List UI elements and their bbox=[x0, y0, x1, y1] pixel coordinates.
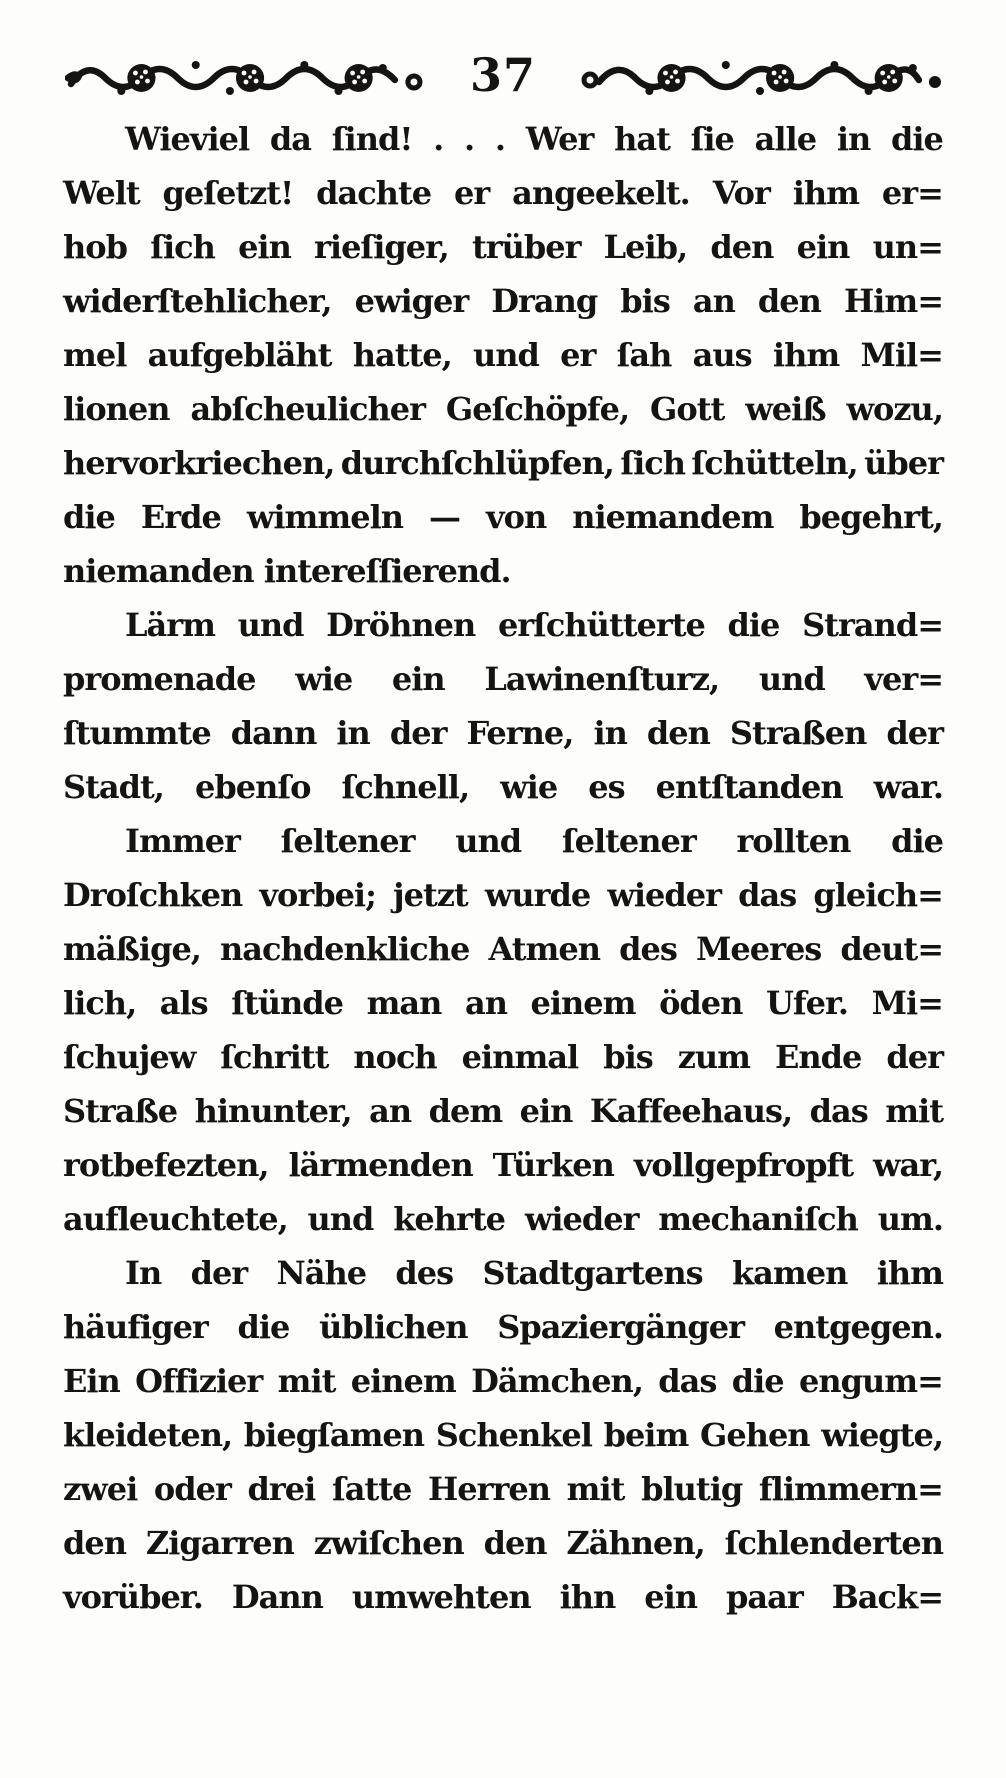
word: den bbox=[63, 1524, 126, 1562]
word: Him= bbox=[843, 282, 943, 320]
word: bis bbox=[620, 282, 670, 320]
text-line bbox=[63, 1462, 943, 1516]
word: Atmen bbox=[488, 930, 600, 968]
word: Dann bbox=[231, 1578, 323, 1616]
word: . bbox=[464, 120, 475, 158]
word: Spaziergänger bbox=[497, 1308, 744, 1346]
word: zwei bbox=[63, 1470, 138, 1508]
word: Immer bbox=[125, 822, 240, 860]
word: jetzt bbox=[393, 876, 468, 914]
word: ſchnell, bbox=[341, 768, 470, 806]
word: gleich= bbox=[813, 876, 943, 914]
text-line bbox=[63, 1192, 943, 1246]
word: vorüber. bbox=[63, 1578, 203, 1616]
word: in bbox=[836, 120, 871, 158]
word: Gott bbox=[650, 390, 725, 428]
word: Erde bbox=[140, 498, 221, 536]
word: lionen bbox=[63, 390, 170, 428]
word: Gehen bbox=[699, 1416, 810, 1454]
word: Leib, bbox=[603, 228, 688, 266]
word: wozu, bbox=[846, 390, 943, 428]
word: üblichen bbox=[319, 1308, 468, 1346]
word: widerſtehlicher, bbox=[63, 282, 332, 320]
text-line bbox=[63, 922, 943, 976]
word: hervorkriechen, bbox=[63, 444, 335, 482]
word: geſetzt! bbox=[162, 174, 294, 212]
word: alle bbox=[754, 120, 817, 158]
word: Back= bbox=[831, 1578, 943, 1616]
word: mäßige, bbox=[63, 930, 201, 968]
text-line bbox=[63, 328, 943, 382]
word: nachdenkliche bbox=[220, 930, 470, 968]
word: angeekelt. bbox=[512, 174, 690, 212]
word: Wieviel bbox=[125, 120, 250, 158]
word: und bbox=[237, 606, 304, 644]
word: einem bbox=[530, 984, 636, 1022]
word: des bbox=[395, 1254, 454, 1292]
word: über bbox=[864, 444, 943, 482]
word: Drang bbox=[491, 282, 598, 320]
word: hat bbox=[614, 120, 670, 158]
word: ſie bbox=[690, 120, 734, 158]
word: drei bbox=[247, 1470, 316, 1508]
word: ſtünde bbox=[231, 984, 344, 1022]
word: wurde bbox=[484, 876, 591, 914]
word: man bbox=[366, 984, 442, 1022]
word: vollgepfropft bbox=[633, 1146, 854, 1184]
word: mit bbox=[277, 1362, 336, 1400]
word: Mil= bbox=[860, 336, 943, 374]
word: Zähnen, bbox=[566, 1524, 705, 1562]
word: Wer bbox=[525, 120, 594, 158]
text-line bbox=[63, 868, 943, 922]
word: deut= bbox=[840, 930, 943, 968]
word: ver= bbox=[864, 660, 943, 698]
paragraph bbox=[63, 1246, 943, 1624]
word: es bbox=[588, 768, 625, 806]
text-line bbox=[63, 976, 943, 1030]
word: ſchütteln, bbox=[691, 444, 858, 482]
word: die bbox=[891, 822, 943, 860]
word: den bbox=[710, 228, 774, 266]
word: niemandem bbox=[572, 498, 774, 536]
word: begehrt, bbox=[799, 498, 943, 536]
word: Droſchken bbox=[63, 876, 243, 914]
text-line bbox=[63, 706, 943, 760]
word: Ende bbox=[775, 1038, 862, 1076]
word: ſatte bbox=[331, 1470, 412, 1508]
word: ſind! bbox=[331, 120, 413, 158]
word: Dämchen, bbox=[471, 1362, 643, 1400]
word: vorbei; bbox=[259, 876, 376, 914]
text-line bbox=[63, 382, 943, 436]
word: Strand= bbox=[802, 606, 943, 644]
word: kleideten, bbox=[63, 1416, 233, 1454]
word: ihm bbox=[772, 336, 840, 374]
word: und bbox=[758, 660, 825, 698]
word: die bbox=[237, 1308, 290, 1346]
word: wie bbox=[295, 660, 353, 698]
text-line bbox=[63, 598, 943, 652]
word: ein bbox=[519, 1092, 573, 1130]
word: engum= bbox=[799, 1362, 943, 1400]
word: zum bbox=[677, 1038, 751, 1076]
word: Zigarren bbox=[145, 1524, 294, 1562]
word: lich, bbox=[63, 984, 137, 1022]
word: promenade bbox=[63, 660, 256, 698]
word: hatte, bbox=[352, 336, 452, 374]
text-line bbox=[63, 436, 943, 490]
word: ſah bbox=[616, 336, 672, 374]
word: ein bbox=[644, 1578, 698, 1616]
word: er= bbox=[881, 174, 943, 212]
word: den bbox=[757, 282, 821, 320]
word: ſeltener bbox=[280, 822, 415, 860]
word: die bbox=[63, 498, 115, 536]
word: den bbox=[646, 714, 710, 752]
word: ein bbox=[391, 660, 445, 698]
word: Ufer. bbox=[765, 984, 849, 1022]
word: oder bbox=[153, 1470, 231, 1508]
word: aufleuchtete, bbox=[63, 1200, 288, 1238]
text-line bbox=[63, 490, 943, 544]
text-line bbox=[63, 760, 943, 814]
paragraph bbox=[63, 598, 943, 814]
word: Stadtgartens bbox=[482, 1254, 703, 1292]
text-line bbox=[63, 1084, 943, 1138]
word: war. bbox=[873, 768, 943, 806]
text-line bbox=[63, 1030, 943, 1084]
word: an bbox=[692, 282, 735, 320]
word: um. bbox=[877, 1200, 943, 1238]
word: das bbox=[738, 876, 797, 914]
word: in bbox=[336, 714, 370, 752]
text-line: niemanden intereſſierend. bbox=[63, 552, 511, 590]
word: rieſiger, bbox=[314, 228, 449, 266]
floral-ornament-right-icon bbox=[581, 56, 943, 100]
word: Mi= bbox=[871, 984, 943, 1022]
word: mit bbox=[566, 1470, 625, 1508]
word: biegſamen bbox=[243, 1416, 425, 1454]
page-body bbox=[63, 112, 943, 1624]
word: Meeres bbox=[695, 930, 822, 968]
text-line bbox=[63, 1300, 943, 1354]
word: von bbox=[486, 498, 547, 536]
word: ihm bbox=[792, 174, 859, 212]
word: blutig bbox=[641, 1470, 743, 1508]
word: un= bbox=[872, 228, 943, 266]
word: rollten bbox=[736, 822, 851, 860]
word: in bbox=[593, 714, 627, 752]
word: Straßen bbox=[729, 714, 867, 752]
word: Nähe bbox=[276, 1254, 367, 1292]
word: Türken bbox=[492, 1146, 614, 1184]
word: umwehten bbox=[351, 1578, 531, 1616]
word: dachte bbox=[316, 174, 432, 212]
word: Dröhnen bbox=[326, 606, 476, 644]
text-line bbox=[63, 1408, 943, 1462]
word: die bbox=[727, 606, 780, 644]
word: mit bbox=[885, 1092, 943, 1130]
word: bis bbox=[603, 1038, 653, 1076]
word: aus bbox=[692, 336, 752, 374]
word: ihn bbox=[559, 1578, 616, 1616]
word: Geſchöpfe, bbox=[445, 390, 630, 428]
word: da bbox=[269, 120, 312, 158]
word: den bbox=[483, 1524, 547, 1562]
word: das bbox=[658, 1362, 717, 1400]
word: an bbox=[464, 984, 507, 1022]
word: Ein bbox=[63, 1362, 120, 1400]
word: ein bbox=[796, 228, 850, 266]
word: weiß bbox=[745, 390, 826, 428]
word: paar bbox=[726, 1578, 803, 1616]
word: zwiſchen bbox=[313, 1524, 464, 1562]
text-line bbox=[63, 652, 943, 706]
word: ſchujew bbox=[63, 1038, 196, 1076]
text-line bbox=[63, 220, 943, 274]
text-line bbox=[63, 166, 943, 220]
word: entſtanden bbox=[655, 768, 843, 806]
word: dem bbox=[428, 1092, 503, 1130]
word: öden bbox=[659, 984, 743, 1022]
text-line bbox=[63, 1354, 943, 1408]
word: der bbox=[389, 714, 447, 752]
word: er bbox=[560, 336, 596, 374]
word: lärmenden bbox=[288, 1146, 473, 1184]
paragraph bbox=[63, 112, 943, 598]
word: . bbox=[494, 120, 506, 158]
word: Kaffeehaus, bbox=[589, 1092, 793, 1130]
word: aufgebläht bbox=[147, 336, 332, 374]
word: an bbox=[369, 1092, 412, 1130]
word: abſcheulicher bbox=[190, 390, 425, 428]
word: beim bbox=[603, 1416, 689, 1454]
text-line bbox=[63, 274, 943, 328]
text-line bbox=[63, 1516, 943, 1570]
text-line bbox=[63, 1570, 943, 1624]
word: Lärm bbox=[125, 606, 215, 644]
word: mechaniſch bbox=[658, 1200, 858, 1238]
word: In bbox=[125, 1254, 162, 1292]
word: trüber bbox=[471, 228, 581, 266]
word: der bbox=[190, 1254, 248, 1292]
word: Welt bbox=[63, 174, 140, 212]
word: ſich bbox=[620, 444, 685, 482]
word: ewiger bbox=[354, 282, 469, 320]
word: — bbox=[429, 498, 461, 536]
word: Schenkel bbox=[435, 1416, 592, 1454]
word: Stadt, bbox=[63, 768, 164, 806]
word: . bbox=[433, 120, 444, 158]
word: erſchütterte bbox=[497, 606, 705, 644]
word: wieder bbox=[524, 1200, 639, 1238]
word: und bbox=[473, 336, 539, 374]
word: rotbefezten, bbox=[63, 1146, 269, 1184]
word: die bbox=[890, 120, 943, 158]
word: er bbox=[453, 174, 490, 212]
word: einem bbox=[350, 1362, 456, 1400]
paragraph bbox=[63, 814, 943, 1246]
word: Herren bbox=[428, 1470, 550, 1508]
word: als bbox=[159, 984, 208, 1022]
word: ebenſo bbox=[194, 768, 311, 806]
word: dann bbox=[230, 714, 317, 752]
word: wieder bbox=[607, 876, 721, 914]
word: des bbox=[619, 930, 677, 968]
word: war, bbox=[873, 1146, 943, 1184]
word: und bbox=[455, 822, 522, 860]
word: die bbox=[731, 1362, 784, 1400]
text-line bbox=[63, 1246, 943, 1300]
word: ein bbox=[238, 228, 291, 266]
word: kehrte bbox=[393, 1200, 506, 1238]
word: wiegte, bbox=[821, 1416, 943, 1454]
text-line bbox=[63, 1138, 943, 1192]
word: noch bbox=[353, 1038, 437, 1076]
word: Ferne, bbox=[466, 714, 574, 752]
word: ſeltener bbox=[561, 822, 696, 860]
word: entgegen. bbox=[773, 1308, 943, 1346]
word: durchſchlüpfen, bbox=[340, 444, 614, 482]
page-number: 37 bbox=[469, 48, 536, 102]
word: ſchritt bbox=[220, 1038, 329, 1076]
word: ſich bbox=[150, 228, 215, 266]
text-line bbox=[63, 814, 943, 868]
word: mel bbox=[63, 336, 127, 374]
word: ſtummte bbox=[63, 714, 211, 752]
word: wie bbox=[500, 768, 558, 806]
word: flimmern= bbox=[758, 1470, 943, 1508]
word: der bbox=[886, 1038, 943, 1076]
word: häufiger bbox=[63, 1308, 208, 1346]
word: wimmeln bbox=[246, 498, 404, 536]
word: kamen bbox=[732, 1254, 848, 1292]
text-line bbox=[63, 112, 943, 166]
word: Offizier bbox=[135, 1362, 263, 1400]
word: hinunter, bbox=[194, 1092, 352, 1130]
word: ſchlenderten bbox=[724, 1524, 943, 1562]
word: hob bbox=[63, 228, 127, 266]
word: einmal bbox=[461, 1038, 579, 1076]
word: ihm bbox=[876, 1254, 943, 1292]
word: Vor bbox=[712, 174, 770, 212]
word: Lawinenſturz, bbox=[484, 660, 720, 698]
word: das bbox=[809, 1092, 868, 1130]
word: der bbox=[886, 714, 943, 752]
word: und bbox=[307, 1200, 374, 1238]
word: Straße bbox=[63, 1092, 178, 1130]
